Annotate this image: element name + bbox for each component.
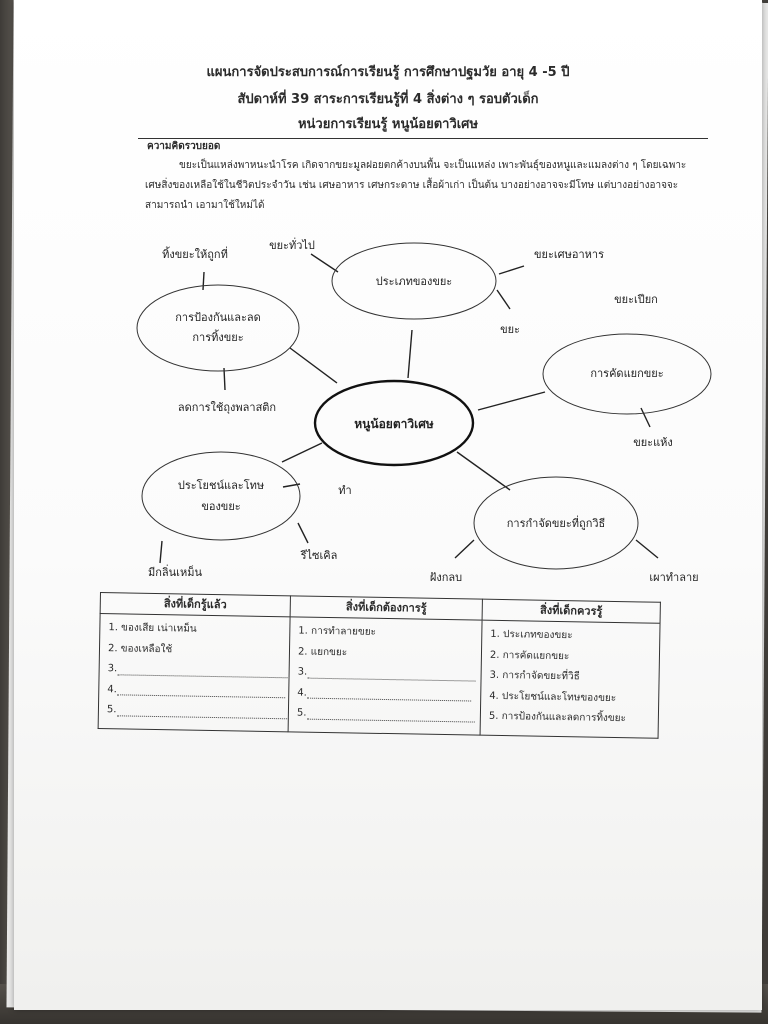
want-item-1: 1. การทำลายขยะ xyxy=(298,625,377,638)
want-item-3-number: 3. xyxy=(297,666,308,678)
kwl-table xyxy=(98,592,661,739)
blank-line xyxy=(117,682,285,698)
want-item-5 xyxy=(297,703,474,727)
leaf-line-food xyxy=(499,266,524,274)
leaf-line-burn xyxy=(636,540,658,558)
leaf-burn: เผาทำลาย xyxy=(649,571,699,584)
want-column xyxy=(288,617,482,735)
known-item-5-number: 5. xyxy=(106,704,117,716)
blank-line xyxy=(116,703,288,719)
sorting-label: การคัดแยกขยะ xyxy=(590,367,664,380)
leaf-line-landfill xyxy=(455,540,474,558)
should-item-1: 1. ประเภทของขยะ xyxy=(490,628,573,642)
leaf-food-waste: ขยะเศษอาหาร xyxy=(534,248,604,261)
concept-heading: ความคิดรวบยอด xyxy=(147,141,221,152)
leaf-line-recycle xyxy=(298,523,308,543)
should-item-2: 2. การคัดแยกขยะ xyxy=(489,649,570,662)
connector-prevent xyxy=(290,348,337,383)
leaf-line-dry xyxy=(641,408,650,427)
want-item-2: 2. แยกขยะ xyxy=(297,645,348,658)
known-item-4-number: 4. xyxy=(107,683,117,695)
known-item-1: 1. ของเสีย เน่าเหม็น xyxy=(108,622,197,635)
blank-line xyxy=(117,662,289,678)
plan-title: แผนการจัดประสบการณ์การเรียนรู้ การศึกษาปฐมวัย อายุ 4 -5 ปี xyxy=(206,65,570,80)
leaf-dry-waste: ขยะแห้ง xyxy=(633,436,673,449)
known-item-3-number: 3. xyxy=(107,663,118,675)
connector-types xyxy=(408,330,412,378)
header-should-know: สิ่งที่เด็กควรรู้ xyxy=(482,599,660,623)
blank-line xyxy=(306,706,474,722)
benefit-label-line2: ของขยะ xyxy=(201,500,241,513)
kwl-body-row xyxy=(98,614,660,739)
week-subtitle: สัปดาห์ที่ 39 สาระการเรียนรู้ที่ 4 สิ่งต่าง ๆ รอบตัวเด็ก xyxy=(237,92,539,107)
known-column xyxy=(98,614,290,732)
center-label: หนูน้อยตาวิเศษ xyxy=(354,417,434,431)
bubble-benefit xyxy=(142,452,300,540)
leaf-throw-properly: ทิ้งขยะให้ถูกที่ xyxy=(162,248,228,261)
want-item-4-number: 4. xyxy=(297,686,307,699)
want-item-3 xyxy=(297,662,474,686)
concept-paragraph: ขยะเป็นแหล่งพาหนะนำโรค เกิดจากขยะมูลฝอยตกค้างบนพื้น จะเป็นแหล่ง เพาะพันธุ์ของหนูและแมลงต่าง ๆ โดยเฉพาะเศษสิ่งของเหลือใช้ในชีวิตประจำวัน เช่น เศษอาหาร เศษกระดาษ เสื้อผ้าเก่า เป็นต้น บางอย่างอาจจะมีโทษ แต่บางอย่างอาจจะสามารถนำ เอามาใช้ใหม่ได้ xyxy=(145,160,687,211)
leaf-general-waste: ขยะทั่วไป xyxy=(269,239,315,252)
leaf-reduce-plastic: ลดการใช้ถุงพลาสติก xyxy=(177,401,277,414)
blank-line xyxy=(307,665,475,681)
blank-line xyxy=(307,686,471,702)
connector-disposal xyxy=(457,452,510,490)
known-item-3 xyxy=(107,659,282,683)
bubble-prevent xyxy=(137,285,299,371)
header-known: สิ่งที่เด็กรู้แล้ว xyxy=(100,593,290,617)
unit-title: หน่วยการเรียนรู้ หนูน้อยตาวิเศษ xyxy=(297,117,479,132)
header-want-to-know: สิ่งที่เด็กต้องการรู้ xyxy=(290,596,482,620)
leaf-bad-smell: มีกลิ่นเหม็น xyxy=(148,566,202,579)
leaf-recycle: รีไซเคิล xyxy=(300,549,338,562)
leaf-landfill: ฝังกลบ xyxy=(429,571,463,584)
known-item-5 xyxy=(107,700,282,724)
should-column xyxy=(480,620,660,738)
want-item-5-number: 5. xyxy=(296,707,307,719)
leaf-line-throw xyxy=(203,272,204,290)
disposal-label: การกำจัดขยะที่ถูกวิธี xyxy=(506,517,606,530)
leaf-make: ทำ xyxy=(338,484,352,497)
benefit-label-line1: ประโยชน์และโทษ xyxy=(177,479,265,492)
known-item-2: 2. ของเหลือใช้ xyxy=(107,642,173,655)
connector-benefit xyxy=(282,443,322,462)
connector-sorting xyxy=(478,392,545,410)
should-item-5: 5. การป้องกันและลดการทิ้งขยะ xyxy=(488,710,627,725)
prevent-label-line1: การป้องกันและลด xyxy=(175,311,261,324)
leaf-line-general xyxy=(311,254,338,272)
leaf-line-smell xyxy=(160,541,162,563)
types-label: ประเภทของขยะ xyxy=(375,275,453,288)
should-item-3: 3. การกำจัดขยะที่วิธี xyxy=(489,669,580,683)
prevent-label-line2: การทิ้งขยะ xyxy=(192,331,244,344)
leaf-line-waste xyxy=(497,290,510,309)
leaf-waste: ขยะ xyxy=(500,323,520,336)
should-item-4: 4. ประโยชน์และโทษของขยะ xyxy=(489,690,617,704)
leaf-wet-waste: ขยะเปียก xyxy=(614,293,658,306)
